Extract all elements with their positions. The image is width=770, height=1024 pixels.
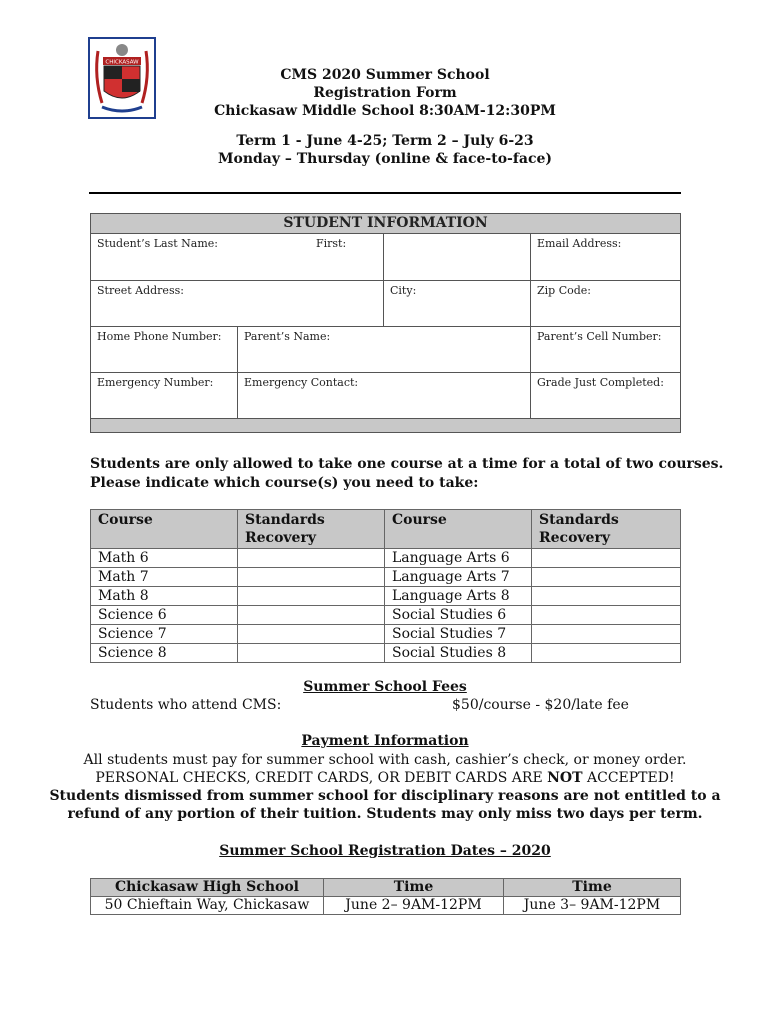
fees-label: Students who attend CMS: xyxy=(90,697,282,713)
fees-title: Summer School Fees xyxy=(303,679,467,695)
header-school-hours: Chickasaw Middle School 8:30AM-12:30PM xyxy=(214,103,556,119)
standards-recovery-cell[interactable] xyxy=(238,587,385,606)
fees-value: $50/course - $20/late fee xyxy=(452,697,629,713)
home-phone-field[interactable]: Home Phone Number: xyxy=(91,327,238,373)
registration-time: June 2– 9AM-12PM xyxy=(324,897,504,915)
last-name-field[interactable]: Student’s Last Name: xyxy=(91,234,384,281)
email-field[interactable]: Email Address: xyxy=(531,234,681,281)
course-name: Science 6 xyxy=(91,606,238,625)
zip-code-field[interactable]: Zip Code: xyxy=(531,281,681,327)
standards-recovery-cell[interactable] xyxy=(238,568,385,587)
course-selection-table xyxy=(90,509,681,663)
header-divider xyxy=(89,192,681,194)
standards-recovery-cell[interactable] xyxy=(238,644,385,663)
course-header: Course xyxy=(385,510,532,549)
student-information-table xyxy=(90,213,681,433)
parent-cell-field[interactable]: Parent’s Cell Number: xyxy=(531,327,681,373)
grade-completed-field[interactable]: Grade Just Completed: xyxy=(531,373,681,419)
course-row xyxy=(91,625,681,644)
course-name: Science 8 xyxy=(91,644,238,663)
course-name: Science 7 xyxy=(91,625,238,644)
course-name: Social Studies 8 xyxy=(385,644,532,663)
standards-recovery-cell[interactable] xyxy=(238,625,385,644)
location-address: 50 Chieftain Way, Chickasaw xyxy=(91,897,324,915)
course-name: Math 8 xyxy=(91,587,238,606)
course-instructions: Students are only allowed to take one course at a time for a total of two courses. Please indicate which course(s) you need to take: xyxy=(90,456,724,491)
header-terms: Term 1 - June 4-25; Term 2 – July 6-23 xyxy=(236,133,534,149)
standards-recovery-cell[interactable] xyxy=(532,568,681,587)
course-name: Math 6 xyxy=(91,549,238,568)
time-header: Time xyxy=(504,879,681,897)
standards-recovery-cell[interactable] xyxy=(532,587,681,606)
registration-date-row xyxy=(91,897,681,915)
header-subtitle: Registration Form xyxy=(313,85,457,101)
emergency-contact-field[interactable]: Emergency Contact: xyxy=(238,373,531,419)
course-row xyxy=(91,644,681,663)
standards-recovery-cell[interactable] xyxy=(238,606,385,625)
city-field[interactable]: City: xyxy=(384,281,531,327)
course-name: Math 7 xyxy=(91,568,238,587)
course-name: Social Studies 6 xyxy=(385,606,532,625)
course-row xyxy=(91,606,681,625)
parent-name-field[interactable]: Parent’s Name: xyxy=(238,327,531,373)
standards-recovery-cell[interactable] xyxy=(532,644,681,663)
student-info-footer-bar xyxy=(91,419,681,433)
location-header: Chickasaw High School xyxy=(91,879,324,897)
standards-recovery-cell[interactable] xyxy=(238,549,385,568)
payment-title: Payment Information xyxy=(301,733,469,749)
form-header xyxy=(0,66,770,168)
course-header: Course xyxy=(91,510,238,549)
course-name: Language Arts 6 xyxy=(385,549,532,568)
course-row xyxy=(91,587,681,606)
course-name: Social Studies 7 xyxy=(385,625,532,644)
payment-information: All students must pay for summer school with cash, cashier’s check, or money order. PERSONAL CHECKS, CREDIT CARDS, OR DEBIT CARDS ARE NOT ACCEPTED! Students dismissed from summer school for disciplinary reasons are not entitled to a refund of any portion of their tuition. Students may only miss two days per term. xyxy=(49,752,721,822)
standards-recovery-cell[interactable] xyxy=(532,549,681,568)
emergency-number-field[interactable]: Emergency Number: xyxy=(91,373,238,419)
course-name: Language Arts 8 xyxy=(385,587,532,606)
registration-dates-table xyxy=(90,878,681,915)
standards-recovery-header: Standards Recovery xyxy=(532,510,681,549)
time-header: Time xyxy=(324,879,504,897)
street-address-field[interactable]: Street Address: xyxy=(91,281,384,327)
standards-recovery-header: Standards Recovery xyxy=(238,510,385,549)
registration-dates-title: Summer School Registration Dates – 2020 xyxy=(219,843,551,859)
first-name-field[interactable]: First: xyxy=(384,234,531,281)
course-row xyxy=(91,549,681,568)
standards-recovery-cell[interactable] xyxy=(532,606,681,625)
svg-text:CHICKASAW: CHICKASAW xyxy=(105,59,139,66)
student-info-title: STUDENT INFORMATION xyxy=(91,214,681,234)
standards-recovery-cell[interactable] xyxy=(532,625,681,644)
header-days: Monday – Thursday (online & face-to-face) xyxy=(217,151,552,167)
course-row xyxy=(91,568,681,587)
course-name: Language Arts 7 xyxy=(385,568,532,587)
registration-time: June 3– 9AM-12PM xyxy=(504,897,681,915)
header-title: CMS 2020 Summer School xyxy=(280,67,490,83)
